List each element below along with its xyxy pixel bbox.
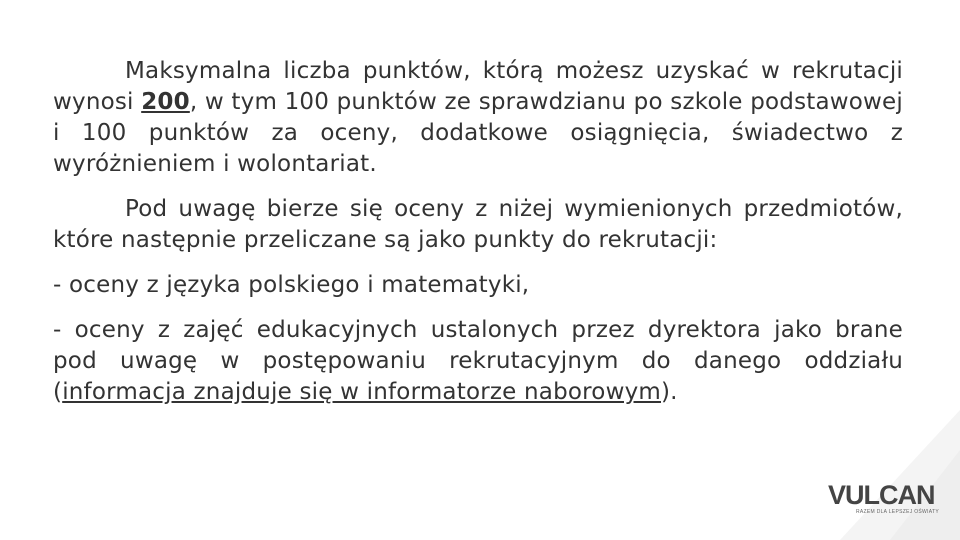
slide-content — [53, 56, 903, 408]
list-item-director-subjects-text: - oceny z zajęć edukacyjnych ustalonych przez dyrektora jako brane pod uwagę w postępowaniu rekrutacyjnym do danego oddziału ( — [53, 317, 903, 405]
logo-wordmark: VULCAN — [828, 480, 935, 510]
paragraph-max-points-text-rest: , w tym 100 punktów ze sprawdzianu po szkole podstawowej i 100 punktów za oceny, dodatkowe osiągnięcia, świadectwo z wyróżnieniem i wolontariat. — [53, 89, 903, 177]
paragraph-max-points — [53, 56, 903, 180]
paragraph-grades: Pod uwagę bierze się oceny z niżej wymienionych przedmiotów, które następnie przeliczane są jako punkty do rekrutacji: — [53, 196, 903, 253]
list-item-director-subjects-end: ). — [661, 379, 678, 405]
list-item-polish-math: - oceny z języka polskiego i matematyki, — [53, 272, 530, 298]
max-points-value: 200 — [141, 89, 190, 115]
paragraph-max-points-text: Maksymalna liczba punktów, którą możesz uzyskać w rekrutacji wynosi — [53, 58, 903, 115]
logo-tagline: RAZEM DLA LEPSZEJ OŚWIATY — [856, 509, 939, 515]
vulcan-logo — [828, 480, 939, 522]
list-item-director-subjects — [53, 315, 903, 408]
informator-link[interactable]: informacja znajduje się w informatorze naborowym — [62, 379, 661, 405]
